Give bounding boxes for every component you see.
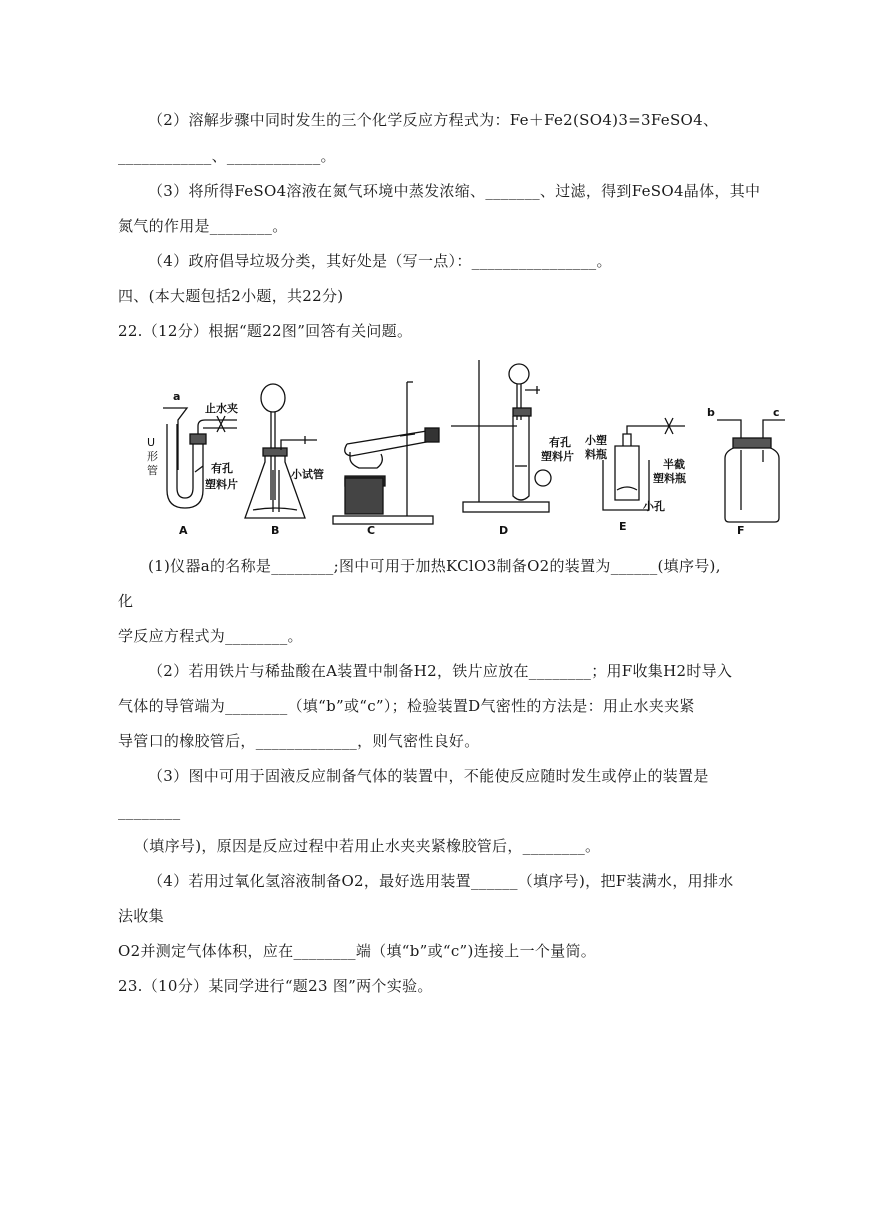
- label-suliaoping: 塑料瓶: [653, 472, 686, 485]
- caption-b: B: [271, 524, 280, 537]
- text-line-9: 化: [118, 592, 134, 610]
- text-line-16: （填序号)，原因是反应过程中若用止水夹夹紧橡胶管后，________。: [134, 837, 601, 855]
- label-youkong-a: 有孔: [211, 462, 233, 475]
- apparatus-a: [163, 408, 237, 508]
- apparatus-f: [717, 420, 785, 522]
- label-xiaosu: 小塑: [585, 434, 607, 447]
- section-heading: 四、(本大题包括2小题，共22分): [118, 287, 344, 305]
- label-suliaopian-a: 塑料片: [205, 478, 238, 491]
- text-line-8: (1)仪器a的名称是________;图中可用于加热KClO3制备O2的装置为______(填序号),: [148, 557, 721, 575]
- label-youkong-d: 有孔: [549, 436, 571, 449]
- text-line-2: ____________、____________。: [118, 147, 336, 165]
- label-zhishuijia: 止水夹: [205, 402, 238, 415]
- text-line-13: 导管口的橡胶管后，_____________，则气密性良好。: [118, 732, 480, 750]
- text-line-3: （3）将所得FeSO4溶液在氮气环境中蒸发浓缩、_______、过滤，得到FeSO4晶体，其中: [148, 182, 761, 200]
- label-u-tube-3: 管: [147, 464, 158, 477]
- apparatus-d: [451, 360, 551, 512]
- label-suliaopian-d: 塑料片: [541, 450, 574, 463]
- caption-f: F: [737, 524, 745, 537]
- label-liaoping: 料瓶: [585, 448, 607, 461]
- label-u-tube-2: 形: [147, 450, 158, 463]
- label-u-tube-1: U: [147, 436, 156, 449]
- label-c: c: [773, 406, 780, 419]
- question-22-heading: 22.（12分）根据“题22图”回答有关问题。: [118, 322, 413, 340]
- text-line-15: ________: [118, 802, 181, 820]
- caption-e: E: [619, 520, 627, 533]
- text-line-10: 学反应方程式为________。: [118, 627, 303, 645]
- figure-22: [145, 350, 785, 540]
- question-23-heading: 23.（10分）某同学进行“题23 图”两个实验。: [118, 977, 433, 995]
- text-line-1: （2）溶解步骤中同时发生的三个化学反应方程式为：Fe＋Fe2(SO4)3=3FeSO4、: [148, 111, 719, 129]
- text-line-17: （4）若用过氧化氢溶液制备O2，最好选用装置______（填序号)，把F装满水，用排水: [148, 872, 734, 890]
- apparatus-b: [245, 384, 317, 518]
- label-b: b: [707, 406, 715, 419]
- text-line-18: 法收集: [118, 907, 164, 925]
- label-banjie: 半截: [663, 458, 685, 471]
- text-line-14: （3）图中可用于固液反应制备气体的装置中，不能使反应随时发生或停止的装置是: [148, 767, 709, 785]
- label-a: a: [173, 390, 181, 403]
- text-line-4: 氮气的作用是________。: [118, 217, 288, 235]
- apparatus-diagram: [145, 350, 785, 540]
- apparatus-c: [333, 382, 439, 524]
- label-xiaoshiguan: 小试管: [291, 468, 324, 481]
- caption-d: D: [499, 524, 509, 537]
- text-line-11: （2）若用铁片与稀盐酸在A装置中制备H2，铁片应放在________；用F收集H2时导入: [148, 662, 733, 680]
- caption-a: A: [179, 524, 188, 537]
- text-line-12: 气体的导管端为________（填“b”或“c”）；检验装置D气密性的方法是：用止水夹夹紧: [118, 697, 695, 715]
- label-xiaokong: 小孔: [643, 500, 665, 513]
- text-line-5: （4）政府倡导垃圾分类，其好处是（写一点）：________________。: [148, 252, 612, 270]
- caption-c: C: [367, 524, 376, 537]
- text-line-19: O2并测定气体体积，应在________端（填“b”或“c”)连接上一个量筒。: [118, 942, 597, 960]
